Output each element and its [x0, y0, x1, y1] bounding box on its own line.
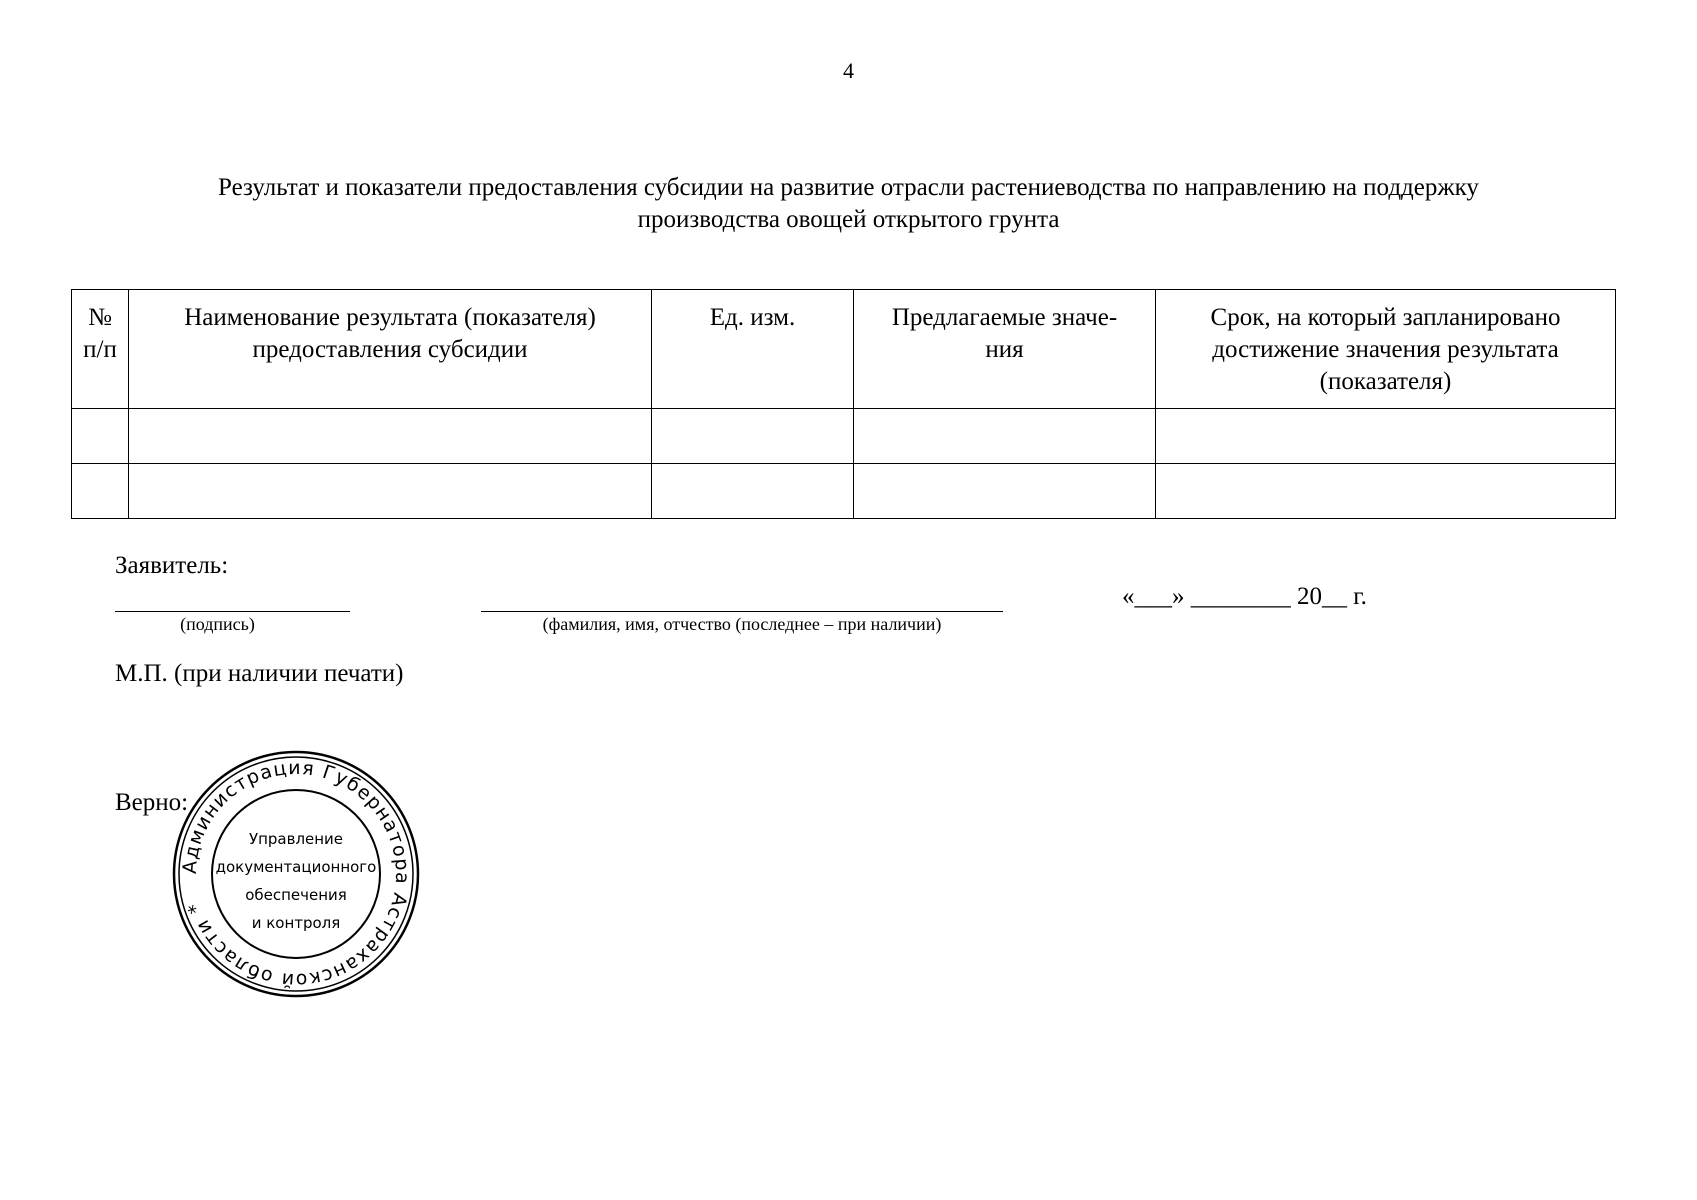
- table-cell: [652, 409, 854, 464]
- date-line: «___» ________ 20__ г.: [1122, 583, 1367, 610]
- table-row: [72, 409, 1616, 464]
- stamp-center-line: обеспечения: [245, 886, 347, 904]
- header-cell-proposed-values: [854, 290, 1156, 409]
- header-text: ния: [985, 336, 1024, 363]
- applicant-label: Заявитель:: [115, 552, 229, 579]
- table-cell: [129, 464, 652, 519]
- table-cell: [129, 409, 652, 464]
- stamp-center-line: документационного: [215, 858, 377, 876]
- table-row: [72, 464, 1616, 519]
- table-cell: [1156, 409, 1616, 464]
- header-cell-name: [129, 290, 652, 409]
- header-text: достижение значения результата: [1212, 336, 1559, 363]
- signature-caption: (подпись): [180, 614, 255, 634]
- official-stamp: [170, 748, 422, 1000]
- name-line: [481, 611, 1003, 612]
- page-number: 4: [843, 58, 854, 83]
- name-caption: (фамилия, имя, отчество (последнее – при наличии): [542, 614, 942, 634]
- table-cell: [1156, 464, 1616, 519]
- header-cell-deadline: [1156, 290, 1616, 409]
- document-title: [100, 172, 1597, 236]
- header-text: предоставления субсидии: [252, 336, 528, 363]
- header-text: Наименование результата (показателя): [184, 304, 596, 331]
- header-cell-number: [72, 290, 129, 409]
- header-text: Предлагаемые значе-: [891, 304, 1118, 331]
- table-cell: [72, 464, 129, 519]
- verification-label: Верно:: [115, 789, 189, 816]
- table-cell: [72, 409, 129, 464]
- results-table: [71, 289, 1616, 519]
- document-title-line-2: производства овощей открытого грунта: [637, 206, 1060, 233]
- header-text: Ед. изм.: [709, 304, 796, 331]
- document-title-line-1: Результат и показатели предоставления субсидии на развитие отрасли растениеводства по направлению на поддержку: [218, 174, 1479, 201]
- header-text: Срок, на который запланировано: [1210, 304, 1561, 331]
- table-cell: [854, 409, 1156, 464]
- stamp-center-line: Управление: [248, 830, 344, 848]
- header-cell-unit: [652, 290, 854, 409]
- stamp-ring-text: Администрация Губернатора Астраханской области *: [178, 756, 414, 992]
- signature-line: [115, 611, 350, 612]
- table-cell: [854, 464, 1156, 519]
- seal-label: М.П. (при наличии печати): [115, 660, 404, 687]
- header-text: №: [88, 304, 112, 331]
- table-header-row: [72, 290, 1616, 409]
- header-text: п/п: [83, 336, 117, 363]
- header-text: (показателя): [1319, 368, 1452, 395]
- table-cell: [652, 464, 854, 519]
- stamp-center-line: и контроля: [251, 914, 341, 932]
